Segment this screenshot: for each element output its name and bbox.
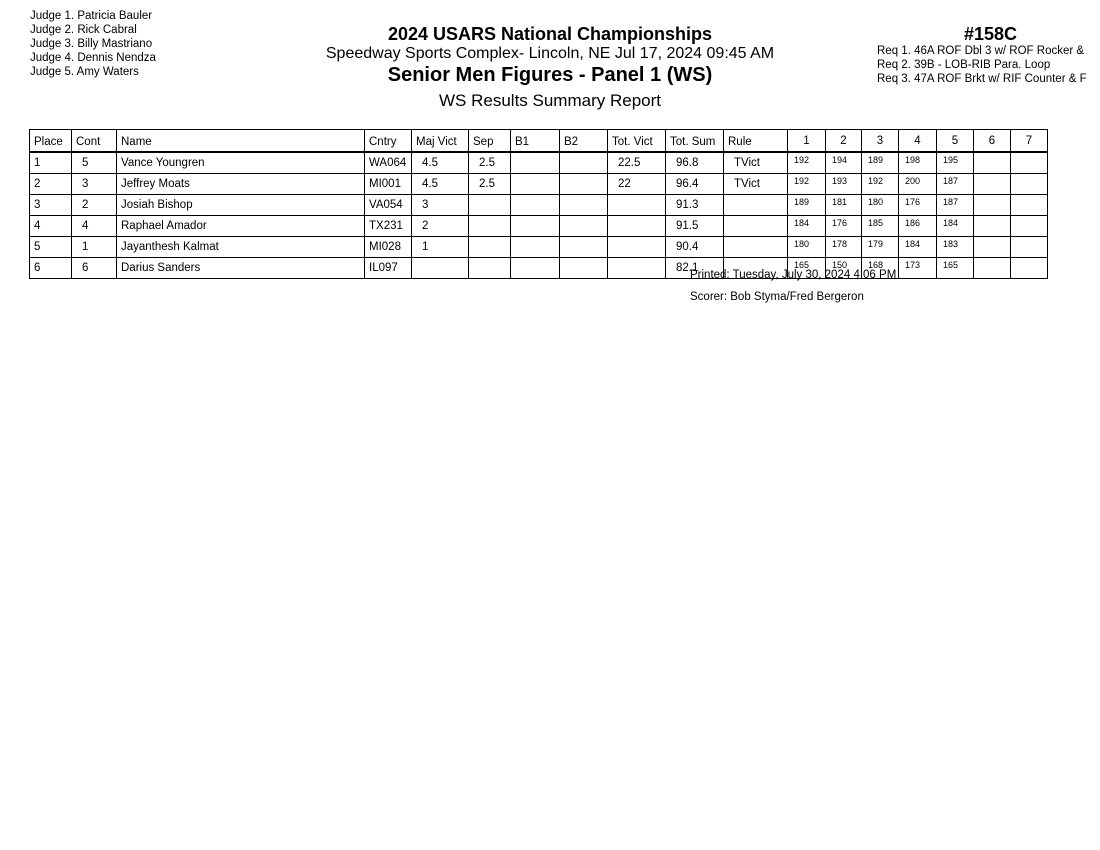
- table-cell: [974, 258, 1011, 279]
- table-cell: 193: [826, 174, 862, 195]
- table-cell: 2: [412, 216, 469, 237]
- table-cell: 187: [937, 195, 974, 216]
- table-cell: [608, 237, 666, 258]
- judges-list: [30, 9, 156, 79]
- table-cell: 2.5: [469, 152, 511, 174]
- table-cell: 165: [788, 258, 826, 279]
- table-cell: WA064: [365, 152, 412, 174]
- table-row: [30, 237, 1048, 258]
- column-header: B2: [560, 130, 608, 153]
- table-cell: 180: [862, 195, 899, 216]
- column-header: B1: [511, 130, 560, 153]
- table-cell: [1011, 237, 1048, 258]
- table-cell: 179: [862, 237, 899, 258]
- table-cell: [511, 174, 560, 195]
- table-cell: VA054: [365, 195, 412, 216]
- table-cell: [511, 152, 560, 174]
- table-cell: 184: [937, 216, 974, 237]
- table-cell: [724, 216, 788, 237]
- table-cell: [974, 174, 1011, 195]
- column-header: Name: [117, 130, 365, 153]
- table-cell: [412, 258, 469, 279]
- table-cell: 4: [72, 216, 117, 237]
- table-cell: 195: [937, 152, 974, 174]
- column-header: Tot. Sum: [666, 130, 724, 153]
- table-cell: [974, 195, 1011, 216]
- req-3: Req 3. 47A ROF Brkt w/ RIF Counter & F: [877, 73, 1087, 85]
- table-cell: IL097: [365, 258, 412, 279]
- event-title: 2024 USARS National Championships: [387, 24, 713, 44]
- column-header: 1: [788, 130, 826, 153]
- table-cell: 187: [937, 174, 974, 195]
- column-header: Cntry: [365, 130, 412, 153]
- table-cell: 3: [412, 195, 469, 216]
- table-cell: [469, 237, 511, 258]
- column-header: Place: [30, 130, 72, 153]
- table-cell: [469, 216, 511, 237]
- req-2: Req 2. 39B - LOB-RIB Para. Loop: [877, 59, 1051, 71]
- table-cell: [974, 216, 1011, 237]
- table-cell: 192: [862, 174, 899, 195]
- table-cell: 2: [30, 174, 72, 195]
- table-cell: [1011, 216, 1048, 237]
- table-cell: 180: [788, 237, 826, 258]
- table-cell: [469, 195, 511, 216]
- column-header: 6: [974, 130, 1011, 153]
- table-cell: 1: [412, 237, 469, 258]
- table-cell: 4.5: [412, 152, 469, 174]
- table-cell: 2.5: [469, 174, 511, 195]
- report-subtitle: WS Results Summary Report: [439, 91, 661, 110]
- column-header: Cont: [72, 130, 117, 153]
- table-cell: 22.5: [608, 152, 666, 174]
- table-cell: TVict: [724, 152, 788, 174]
- table-cell: [560, 152, 608, 174]
- table-cell: [560, 237, 608, 258]
- table-cell: 192: [788, 152, 826, 174]
- column-header: Rule: [724, 130, 788, 153]
- column-header: 2: [826, 130, 862, 153]
- judge-5: Judge 5. Amy Waters: [30, 66, 139, 78]
- table-cell: 189: [788, 195, 826, 216]
- table-cell: [511, 237, 560, 258]
- report-title: Senior Men Figures - Panel 1 (WS): [387, 64, 713, 86]
- table-cell: 176: [826, 216, 862, 237]
- table-row: [30, 174, 1048, 195]
- req-1: Req 1. 46A ROF Dbl 3 w/ ROF Rocker &: [877, 45, 1085, 57]
- table-cell: [608, 195, 666, 216]
- table-cell: 22: [608, 174, 666, 195]
- table-cell: 200: [899, 174, 937, 195]
- table-cell: 3: [30, 195, 72, 216]
- table-cell: MI001: [365, 174, 412, 195]
- table-cell: [1011, 152, 1048, 174]
- table-cell: 173: [899, 258, 937, 279]
- venue-date: Speedway Sports Complex- Lincoln, NE Jul 17, 2024 09:45 AM: [325, 45, 775, 62]
- table-cell: TVict: [724, 174, 788, 195]
- table-cell: 4.5: [412, 174, 469, 195]
- table-cell: 91.3: [666, 195, 724, 216]
- table-cell: 96.4: [666, 174, 724, 195]
- table-cell: 194: [826, 152, 862, 174]
- table-cell: [724, 237, 788, 258]
- table-cell: 6: [30, 258, 72, 279]
- table-cell: Raphael Amador: [117, 216, 365, 237]
- table-cell: [1011, 195, 1048, 216]
- table-cell: [1011, 258, 1048, 279]
- column-header: Tot. Vict: [608, 130, 666, 153]
- table-cell: [560, 258, 608, 279]
- table-cell: Josiah Bishop: [117, 195, 365, 216]
- table-cell: Jayanthesh Kalmat: [117, 237, 365, 258]
- table-row: [30, 195, 1048, 216]
- table-cell: MI028: [365, 237, 412, 258]
- table-cell: [974, 152, 1011, 174]
- table-cell: 176: [899, 195, 937, 216]
- table-cell: 184: [788, 216, 826, 237]
- table-row: [30, 152, 1048, 174]
- table-cell: [1011, 174, 1048, 195]
- table-cell: Darius Sanders: [117, 258, 365, 279]
- table-cell: 165: [937, 258, 974, 279]
- table-cell: [974, 237, 1011, 258]
- table-cell: 184: [899, 237, 937, 258]
- table-row: [30, 216, 1048, 237]
- table-cell: 186: [899, 216, 937, 237]
- table-cell: 168: [862, 258, 899, 279]
- column-header: Maj Vict: [412, 130, 469, 153]
- table-cell: [608, 216, 666, 237]
- table-cell: 198: [899, 152, 937, 174]
- table-cell: [511, 258, 560, 279]
- scorer: Scorer: Bob Styma/Fred Bergeron: [690, 291, 864, 303]
- table-cell: 82.1: [666, 258, 724, 279]
- column-header: 4: [899, 130, 937, 153]
- table-cell: 6: [72, 258, 117, 279]
- table-cell: 5: [30, 237, 72, 258]
- table-cell: [469, 258, 511, 279]
- table-cell: 181: [826, 195, 862, 216]
- table-cell: 183: [937, 237, 974, 258]
- table-cell: Jeffrey Moats: [117, 174, 365, 195]
- table-cell: [560, 195, 608, 216]
- table-cell: [560, 216, 608, 237]
- requirements-list: [877, 44, 1087, 86]
- table-cell: 91.5: [666, 216, 724, 237]
- judge-3: Judge 3. Billy Mastriano: [30, 38, 153, 50]
- judge-4: Judge 4. Dennis Nendza: [30, 52, 156, 64]
- column-header: 3: [862, 130, 899, 153]
- table-cell: 150: [826, 258, 862, 279]
- table-cell: 192: [788, 174, 826, 195]
- table-header-row: [30, 130, 1048, 153]
- table-cell: [608, 258, 666, 279]
- table-cell: TX231: [365, 216, 412, 237]
- table-cell: 96.8: [666, 152, 724, 174]
- table-cell: [511, 195, 560, 216]
- column-header: 5: [937, 130, 974, 153]
- table-cell: 1: [30, 152, 72, 174]
- table-cell: 5: [72, 152, 117, 174]
- table-cell: 3: [72, 174, 117, 195]
- table-cell: Vance Youngren: [117, 152, 365, 174]
- column-header: 7: [1011, 130, 1048, 153]
- judge-2: Judge 2. Rick Cabral: [30, 24, 137, 36]
- figure-number: #158C: [964, 24, 1018, 44]
- table-cell: 4: [30, 216, 72, 237]
- printed-date: Printed: Tuesday, July 30, 2024 4:06 PM: [690, 269, 897, 281]
- table-cell: 178: [826, 237, 862, 258]
- table-cell: 185: [862, 216, 899, 237]
- table-cell: [560, 174, 608, 195]
- table-cell: 1: [72, 237, 117, 258]
- table-cell: 90.4: [666, 237, 724, 258]
- judge-1: Judge 1. Patricia Bauler: [30, 10, 153, 22]
- results-table: [29, 129, 1048, 279]
- table-cell: 189: [862, 152, 899, 174]
- column-header: Sep: [469, 130, 511, 153]
- table-cell: [511, 216, 560, 237]
- table-cell: 2: [72, 195, 117, 216]
- table-cell: [724, 195, 788, 216]
